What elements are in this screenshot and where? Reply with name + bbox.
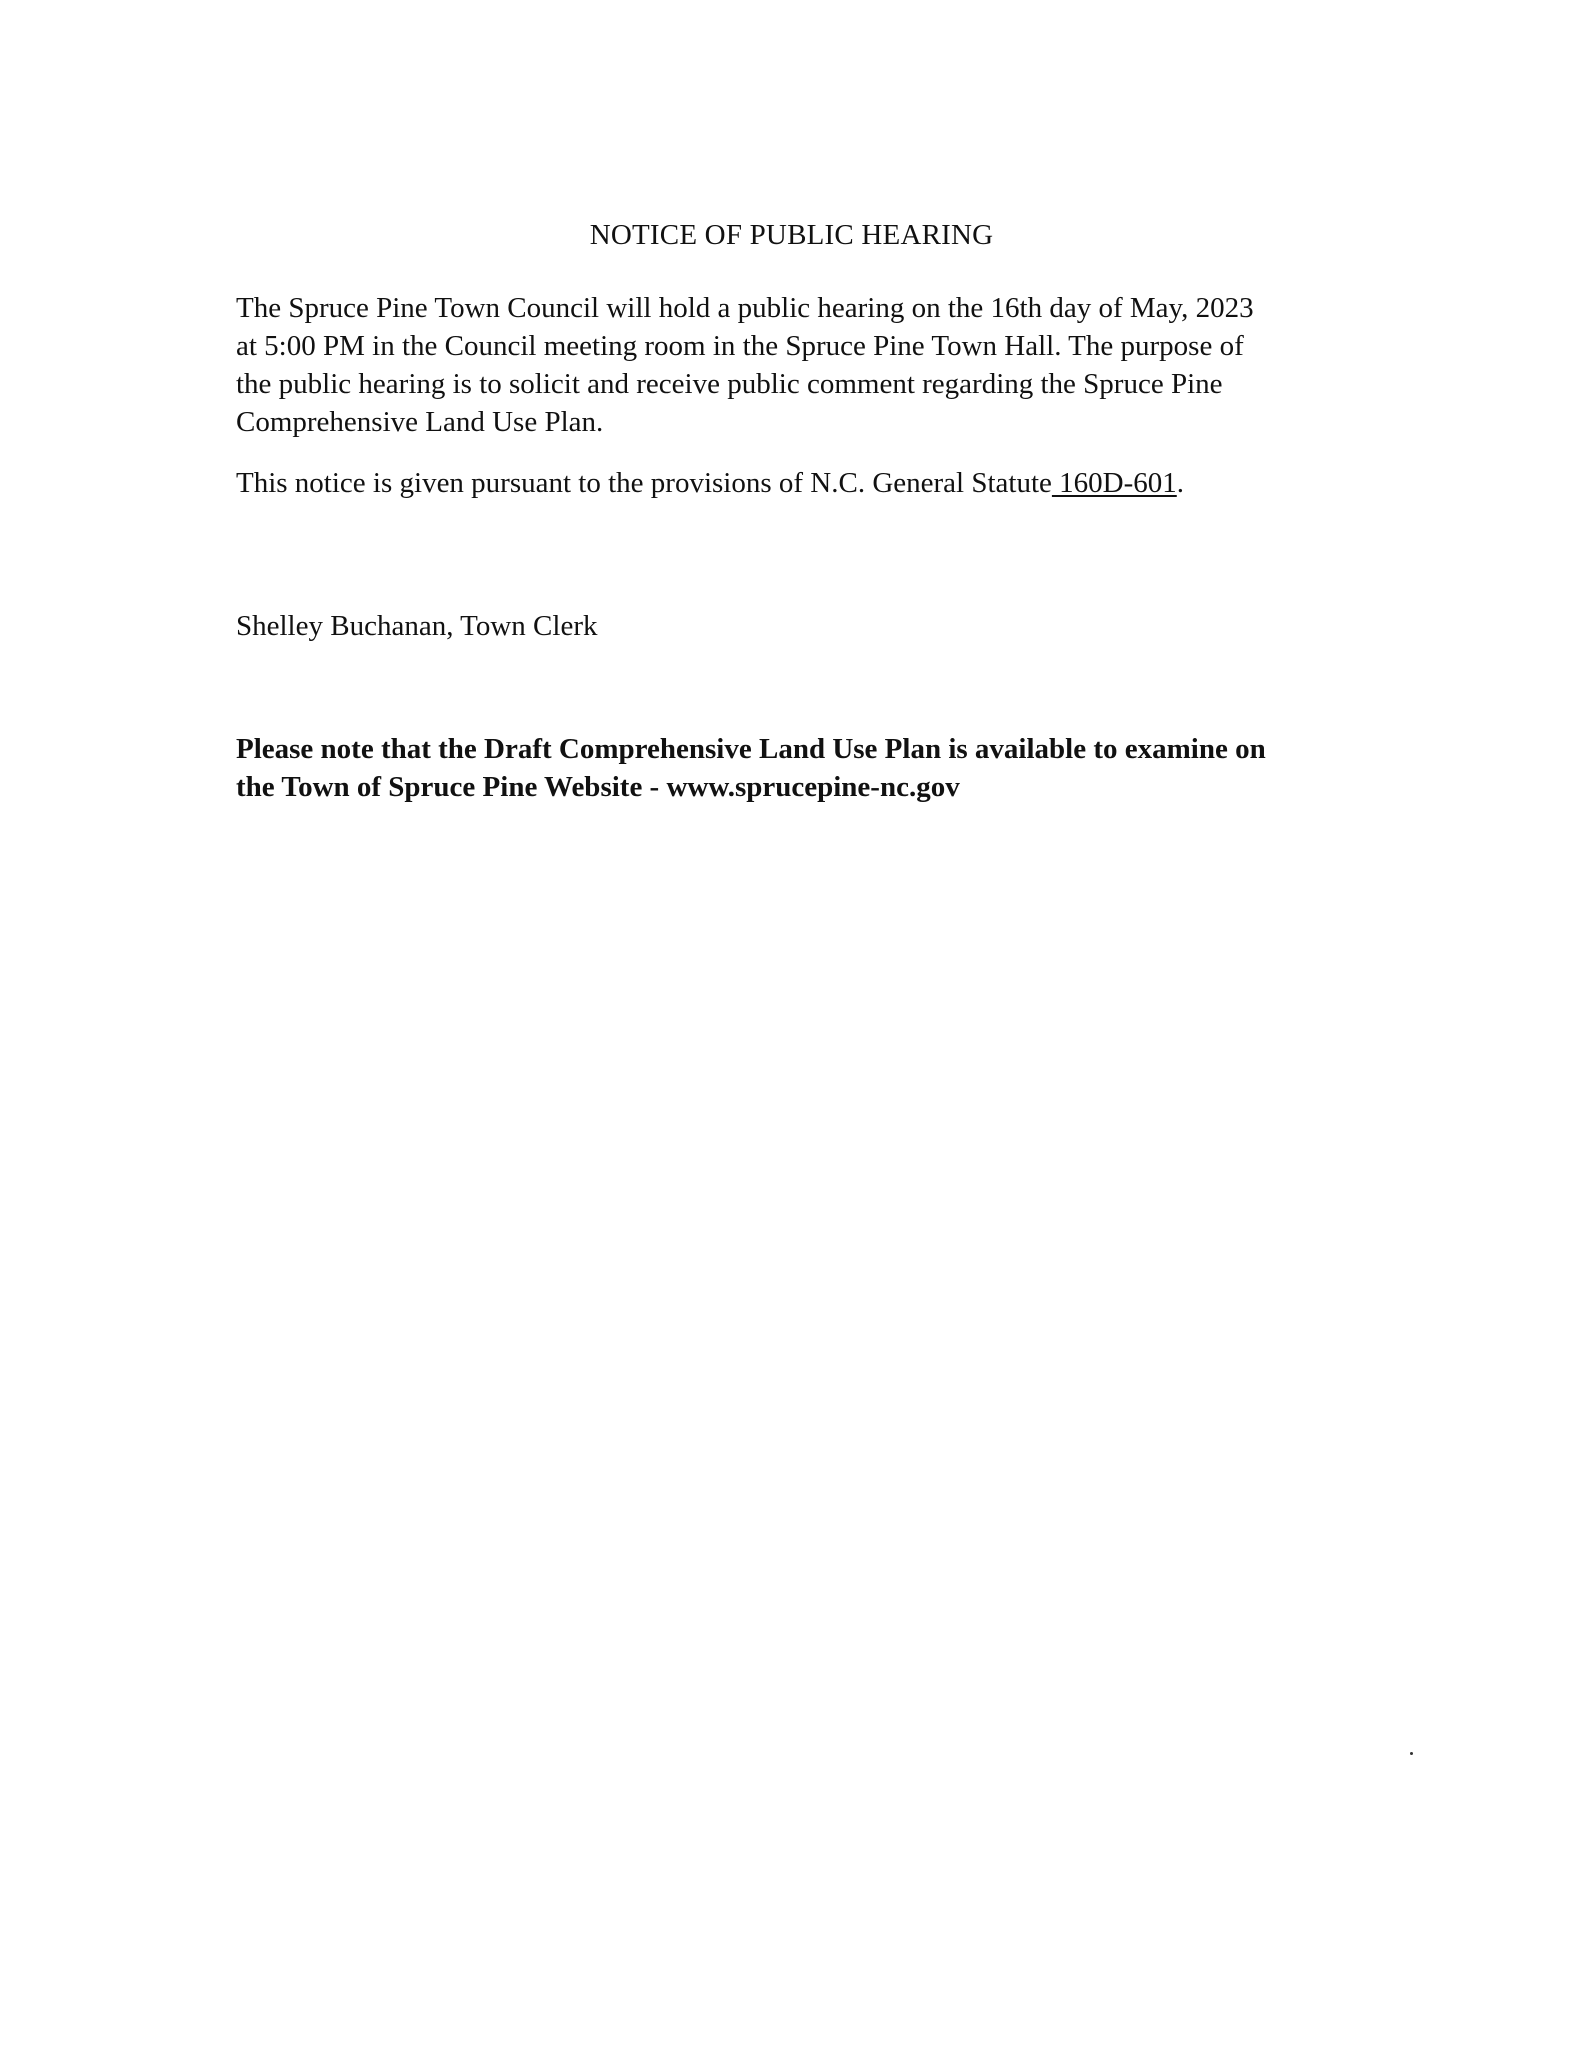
statute-reference: 160D-601: [1051, 467, 1177, 499]
paragraph-line: The Spruce Pine Town Council will hold a public hearing on the 16th day of May, 2023: [236, 292, 1254, 324]
paragraph-line: the public hearing is to solicit and receive public comment regarding the Spruce Pine: [236, 368, 1223, 400]
note-line: Please note that the Draft Comprehensive Land Use Plan is available to examine on: [236, 733, 1266, 765]
paragraph-line: Comprehensive Land Use Plan.: [236, 406, 604, 438]
notice-title: NOTICE OF PUBLIC HEARING: [589, 219, 994, 251]
note-line: the Town of Spruce Pine Website - www.sprucepine-nc.gov: [236, 771, 960, 803]
draft-plan-note: [236, 730, 1386, 806]
paragraph-line: at 5:00 PM in the Council meeting room in the Spruce Pine Town Hall. The purpose of: [236, 330, 1244, 362]
statute-paragraph: [236, 464, 1376, 502]
statute-line: [236, 464, 1376, 502]
statute-suffix: .: [1176, 467, 1185, 499]
hearing-paragraph: [236, 289, 1376, 441]
statute-prefix: This notice is given pursuant to the provisions of N.C. General Statute: [236, 467, 1052, 499]
scan-speck: [1410, 1752, 1413, 1755]
signature-line: Shelley Buchanan, Town Clerk: [236, 610, 598, 642]
